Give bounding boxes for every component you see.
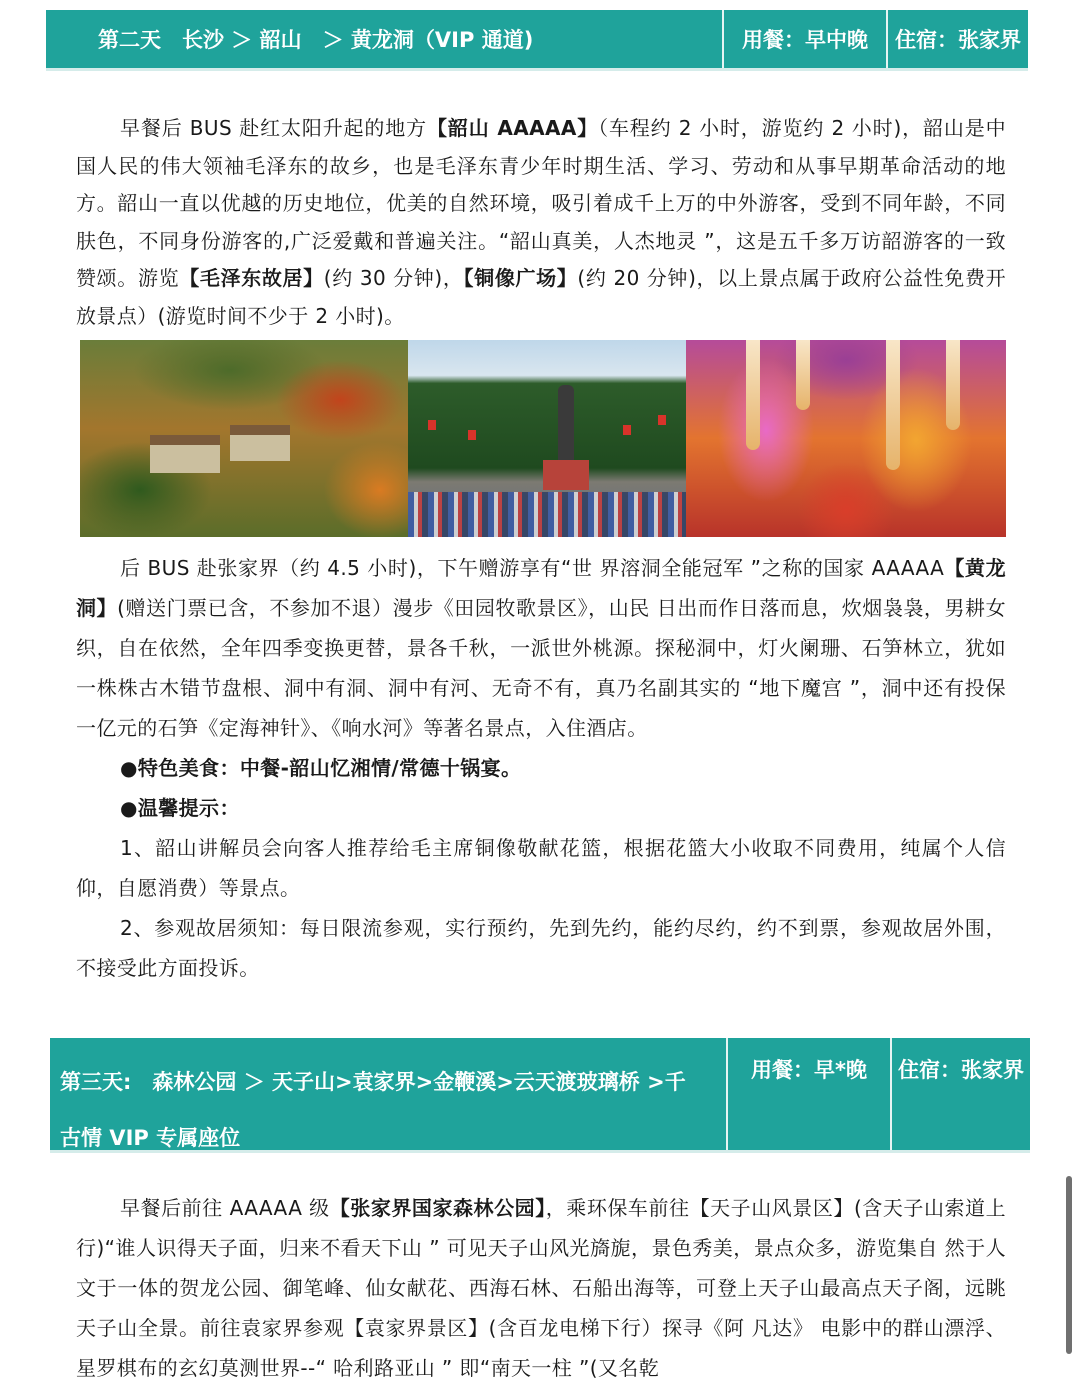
stalactite-shape [746,340,760,450]
tip-1: 1、韶山讲解员会向客人推荐给毛主席铜像敬献花篮，根据花篮大小收取不同费用，纯属个人信仰，自愿消费）等景点。 [76,836,1006,900]
para1-text-2: （车程约 2 小时，游览约 2 小时)，韶山是中国人民的伟大领袖毛泽东的故乡，也是毛泽东青少年时期生活、学习、劳动和从事早期革命活动的地方。韶山一直以优越的历史地位，优美的自然环境，吸引着成千上万的中外游客，受到不同年龄，不同肤色，不同身份游客的,广泛爱戴和普遍关注。“韶山真美，人杰地灵 ”，这是五千多万访韶游客的一致赞颂。游览 [76,116,1006,291]
shaoshan-village-photo [80,340,408,537]
flag-shape [428,420,436,430]
para1-text-3: (约 30 分钟)， [323,266,464,291]
para3-text-1: 早餐后前往 AAAAA 级 [120,1196,330,1220]
day2-title: 第二天 长沙 ＞ 韶山 ＞ 黄龙洞（VIP 通道) [98,28,534,52]
huanglong-description [76,548,1006,988]
flag-shape [468,430,476,440]
day3-title [50,1038,726,1150]
forest-park-highlight: 【张家界国家森林公园】 [329,1196,546,1220]
tip-2: 2、参观故居须知：每日限流参观，实行预约，先到先约，能约尽约，约不到票，参观故居外围，不接受此方面投诉。 [76,916,1006,980]
scrollbar[interactable] [1066,1176,1072,1354]
stalactite-shape [796,340,810,410]
statue-shape [558,385,574,465]
para2-text-2: (赠送门票已含，不参加不退）漫步《田园牧歌景区》，山民 日出而作日落而息，炊烟袅袅，男耕女织，自在依然，全年四季变换更替，景各千秋，一派世外桃源。探秘洞中，灯火阑珊、石笋林立，犹如一株株古木错节盘根、洞中有洞、洞中有河、无奇不有，真乃名副其实的 “地下魔宫 ”，洞中还有投保一亿元的石笋《定海神针》、《响水河》等著名景点，入住酒店。 [76,596,1006,740]
specialty-food: ●特色美食：中餐-韶山忆湘情/常德十锅宴。 [120,756,522,780]
flag-shape [623,425,631,435]
house-shape [230,425,290,461]
day2-header [46,10,1028,68]
house-shape [150,435,220,473]
stalactite-shape [946,340,960,430]
day3-title-line1: 第三天: 森林公园 ＞ 天子山>袁家界>金鞭溪>云天渡玻璃桥 >千 [60,1070,686,1094]
pedestal-shape [543,460,589,490]
tips-title: ●温馨提示： [120,796,240,820]
cave-photo [686,340,1006,537]
day2-description [76,110,1006,336]
day3-hotel: 住宿：张家界 [890,1038,1030,1150]
shaoshan-paragraph [76,110,1006,336]
mao-residence-highlight: 【毛泽东故居】 [179,266,324,291]
huanglong-paragraph [76,548,1006,748]
bronze-statue-photo [408,340,686,537]
day2-meal: 用餐：早中晚 [722,10,886,68]
huanglong-highlight: 【黄龙洞】 [76,556,1006,620]
para2-text-1: 后 BUS 赴张家界（约 4.5 小时)，下午赠游享有“世 界溶洞全能冠军 ”之称的国家 AAAAA [120,556,945,580]
stalactite-shape [886,340,900,470]
para3-text-2: ，乘环保车前往【天子山风景区】(含天子山索道上行)“谁人识得天子面，归来不看天下山 ” 可见天子山风光旖旎，景色秀美，景点众多，游览集自 然于人文于一体的贺龙公园、御笔峰、仙女献花、西海石林、石船出海等，可登上天子山最高点天子阁，远眺天子山全景。前往袁家界参观【袁家界景区】(含百龙电梯下行）探寻《阿 凡达》 电影中的群山漂浮、星罗棋布的玄幻莫测世界--“ 哈利路亚山 ” 即“南天一柱 ”(又名乾 [76,1196,1006,1380]
crowd-shape [408,492,686,537]
day2-hotel: 住宿：张家界 [886,10,1028,68]
para1-text-1: 早餐后 BUS 赴红太阳升起的地方 [120,116,427,140]
shaoshan-highlight: 【韶山 AAAAA】 [426,116,599,140]
forest-park-paragraph [76,1188,1006,1388]
day3-description [76,1188,1006,1388]
para1-text-4: (约 20 分钟)，以上景点属于政府公益性免费开放景点）(游览时间不少于 2 小时)。 [76,266,1006,328]
day3-meal: 用餐：早*晚 [726,1038,890,1150]
photo-strip [80,340,1006,537]
statue-square-highlight: 【铜像广场】 [463,266,578,291]
day3-title-line2: 古情 VIP 专属座位 [60,1126,241,1150]
flag-shape [658,415,666,425]
day3-header [50,1038,1030,1150]
